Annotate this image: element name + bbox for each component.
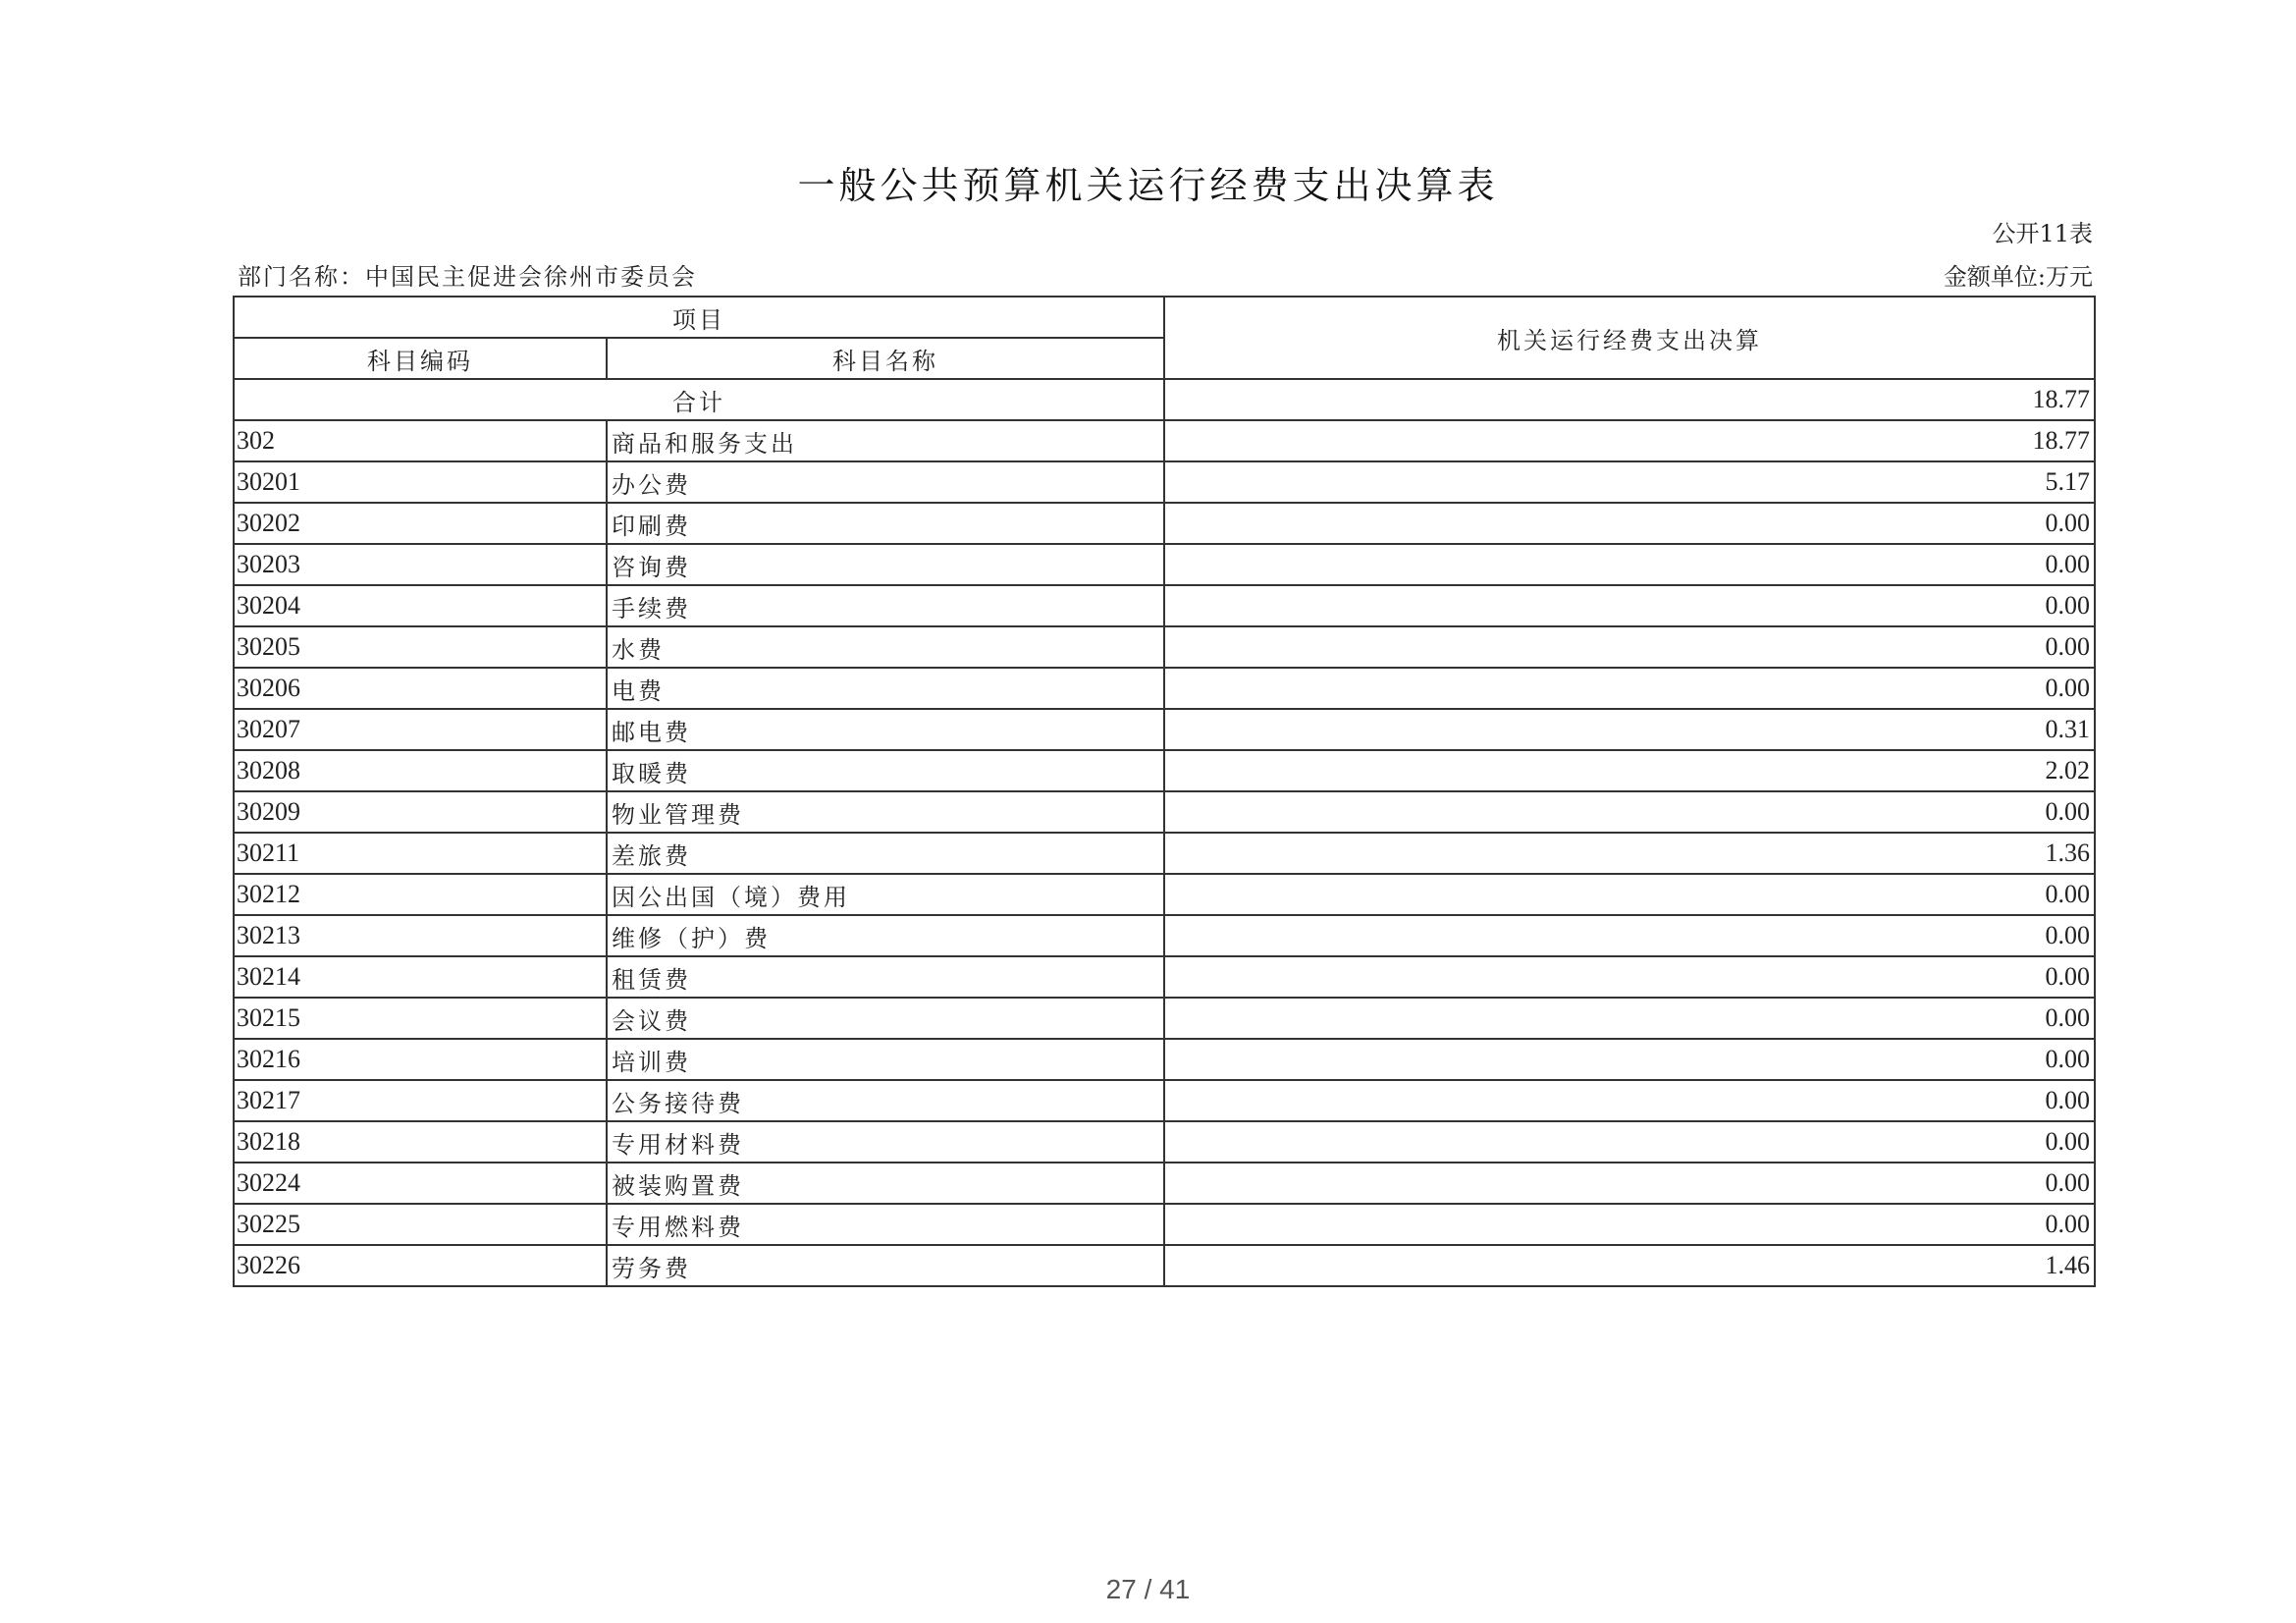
amount-cell: 0.00 [1164, 956, 2095, 998]
table-row [234, 750, 2095, 791]
account-code-cell: 30203 [234, 544, 607, 585]
account-code-cell: 30212 [234, 874, 607, 915]
account-code-cell: 302 [234, 420, 607, 461]
table-row [234, 915, 2095, 956]
amount-cell: 0.00 [1164, 544, 2095, 585]
amount-cell: 0.00 [1164, 998, 2095, 1039]
account-name-cell: 维修（护）费 [607, 915, 1164, 956]
table-row [234, 420, 2095, 461]
table-row [234, 1080, 2095, 1121]
account-name-cell: 培训费 [607, 1039, 1164, 1080]
account-name-cell: 印刷费 [607, 503, 1164, 544]
table-row [234, 1245, 2095, 1286]
header-code: 科目编码 [234, 338, 607, 379]
account-code-cell: 30201 [234, 461, 607, 503]
page-indicator: 27 / 41 [1105, 1574, 1191, 1604]
account-name-cell: 水费 [607, 626, 1164, 668]
account-name-cell: 邮电费 [607, 709, 1164, 750]
table-row [234, 1204, 2095, 1245]
header-row-1 [234, 297, 2095, 338]
account-code-cell: 30226 [234, 1245, 607, 1286]
account-code-cell: 30206 [234, 668, 607, 709]
amount-cell: 0.00 [1164, 585, 2095, 626]
account-name-cell: 取暖费 [607, 750, 1164, 791]
account-name-cell: 因公出国（境）费用 [607, 874, 1164, 915]
total-amount: 18.77 [1164, 379, 2095, 420]
table-row [234, 1163, 2095, 1204]
account-code-cell: 30213 [234, 915, 607, 956]
account-name-cell: 被装购置费 [607, 1163, 1164, 1204]
account-code-cell: 30216 [234, 1039, 607, 1080]
table-row [234, 626, 2095, 668]
account-name-cell: 手续费 [607, 585, 1164, 626]
amount-cell: 0.31 [1164, 709, 2095, 750]
account-code-cell: 30217 [234, 1080, 607, 1121]
account-code-cell: 30205 [234, 626, 607, 668]
amount-cell: 18.77 [1164, 420, 2095, 461]
table-row [234, 585, 2095, 626]
account-name-cell: 差旅费 [607, 833, 1164, 874]
account-name-cell: 劳务费 [607, 1245, 1164, 1286]
table-row [234, 461, 2095, 503]
header-group: 项目 [234, 297, 1164, 338]
amount-cell: 0.00 [1164, 1080, 2095, 1121]
table-row [234, 956, 2095, 998]
amount-cell: 0.00 [1164, 1204, 2095, 1245]
account-code-cell: 30202 [234, 503, 607, 544]
page-title: 一般公共预算机关运行经费支出决算表 [797, 164, 1499, 207]
account-name-cell: 会议费 [607, 998, 1164, 1039]
table-row [234, 1121, 2095, 1163]
amount-cell: 1.36 [1164, 833, 2095, 874]
table-row [234, 833, 2095, 874]
account-name-cell: 公务接待费 [607, 1080, 1164, 1121]
amount-cell: 2.02 [1164, 750, 2095, 791]
expenditure-table [233, 296, 2096, 1287]
total-label: 合计 [234, 379, 1164, 420]
account-name-cell: 租赁费 [607, 956, 1164, 998]
unit-label: 金额单位:万元 [1943, 263, 2093, 291]
table-row [234, 668, 2095, 709]
header-amount: 机关运行经费支出决算 [1164, 297, 2095, 379]
account-code-cell: 30209 [234, 791, 607, 833]
account-code-cell: 30211 [234, 833, 607, 874]
form-number: 公开11表 [1992, 220, 2093, 247]
account-name-cell: 专用材料费 [607, 1121, 1164, 1163]
account-code-cell: 30224 [234, 1163, 607, 1204]
header-name: 科目名称 [607, 338, 1164, 379]
account-code-cell: 30204 [234, 585, 607, 626]
table-row [234, 998, 2095, 1039]
table-row [234, 544, 2095, 585]
amount-cell: 0.00 [1164, 668, 2095, 709]
account-name-cell: 咨询费 [607, 544, 1164, 585]
amount-cell: 0.00 [1164, 1121, 2095, 1163]
amount-cell: 5.17 [1164, 461, 2095, 503]
account-code-cell: 30207 [234, 709, 607, 750]
table-row [234, 709, 2095, 750]
account-name-cell: 物业管理费 [607, 791, 1164, 833]
amount-cell: 0.00 [1164, 1039, 2095, 1080]
amount-cell: 0.00 [1164, 626, 2095, 668]
table-row [234, 874, 2095, 915]
account-code-cell: 30225 [234, 1204, 607, 1245]
department-label: 部门名称：中国民主促进会徐州市委员会 [238, 263, 697, 291]
table-row [234, 791, 2095, 833]
amount-cell: 0.00 [1164, 874, 2095, 915]
amount-cell: 0.00 [1164, 791, 2095, 833]
account-name-cell: 商品和服务支出 [607, 420, 1164, 461]
account-name-cell: 电费 [607, 668, 1164, 709]
account-code-cell: 30215 [234, 998, 607, 1039]
table-row [234, 1039, 2095, 1080]
total-row [234, 379, 2095, 420]
account-code-cell: 30208 [234, 750, 607, 791]
amount-cell: 1.46 [1164, 1245, 2095, 1286]
account-code-cell: 30214 [234, 956, 607, 998]
account-name-cell: 办公费 [607, 461, 1164, 503]
account-name-cell: 专用燃料费 [607, 1204, 1164, 1245]
amount-cell: 0.00 [1164, 503, 2095, 544]
amount-cell: 0.00 [1164, 915, 2095, 956]
amount-cell: 0.00 [1164, 1163, 2095, 1204]
account-code-cell: 30218 [234, 1121, 607, 1163]
table-row [234, 503, 2095, 544]
